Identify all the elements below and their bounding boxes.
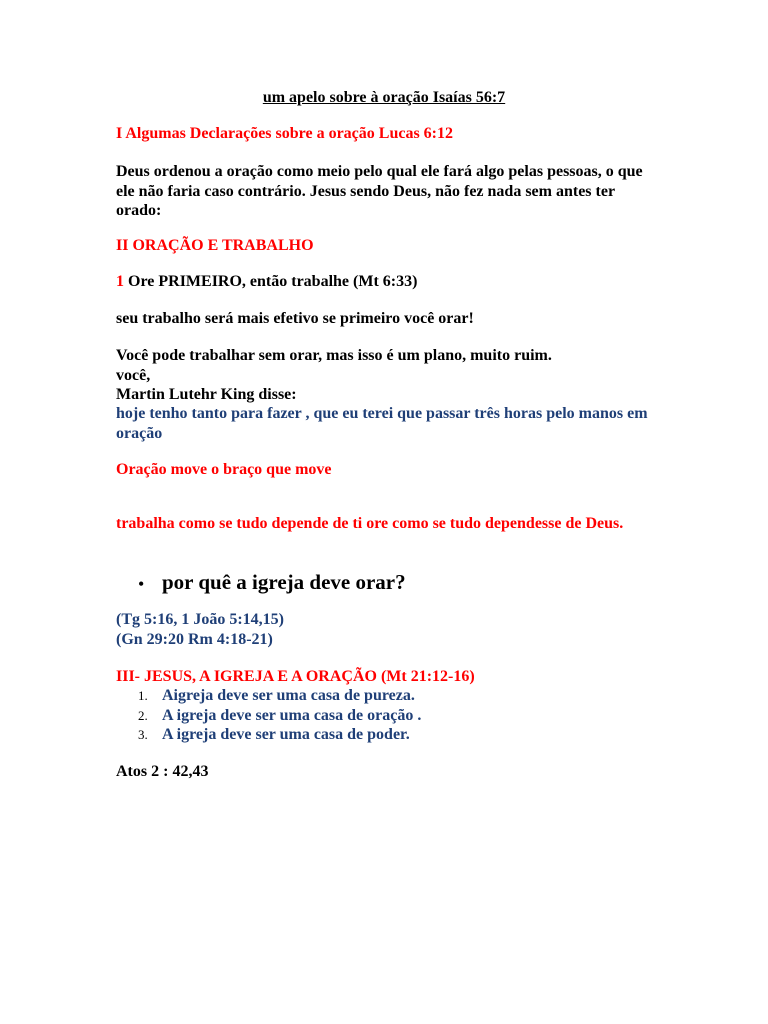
- bullet-question: por quê a igreja deve orar?: [162, 570, 406, 594]
- bullet-dot: •: [138, 574, 145, 594]
- list-item-text: Aigreja deve ser uma casa de pureza.: [162, 687, 415, 704]
- work-pray-line: trabalha como se tudo depende de ti ore como se tudo dependesse de Deus.: [116, 515, 624, 532]
- section3-heading: III- JESUS, A IGREJA E A ORAÇÃO (Mt 21:12-16): [116, 668, 475, 685]
- final-reference: Atos 2 : 42,43: [116, 763, 209, 780]
- list-item: [138, 706, 638, 726]
- list-item-number: 2.: [138, 708, 148, 723]
- list-item: [138, 725, 638, 745]
- list-item-text: A igreja deve ser uma casa de poder.: [162, 726, 410, 743]
- point1-text: Ore PRIMEIRO, então trabalhe (Mt 6:33): [124, 273, 418, 290]
- section1-paragraph: Deus ordenou a oração como meio pelo qual ele fará algo pelas pessoas, o que ele não faria caso contrário. Jesus sendo Deus, não fez nada sem antes ter orado:: [116, 163, 643, 219]
- list-item-number: 3.: [138, 727, 148, 742]
- section2-heading: II ORAÇÃO E TRABALHO: [116, 237, 314, 254]
- voce-line: você,: [116, 367, 151, 384]
- document-title: um apelo sobre à oração Isaías 56:7: [262, 89, 506, 106]
- point1-number: 1: [116, 273, 124, 290]
- reference-2: (Gn 29:20 Rm 4:18-21): [116, 631, 273, 648]
- mlk-quote: hoje tenho tanto para fazer , que eu terei que passar três horas pelo manos em oração: [116, 405, 648, 442]
- list-item-text: A igreja deve ser uma casa de oração .: [162, 707, 422, 724]
- reference-1: (Tg 5:16, 1 João 5:14,15): [116, 611, 284, 628]
- list-item-number: 1.: [138, 688, 148, 703]
- effective-line: seu trabalho será mais efetivo se primeiro você orar!: [116, 310, 474, 327]
- mlk-line: Martin Lutehr King disse:: [116, 386, 297, 403]
- work-line: Você pode trabalhar sem orar, mas isso é um plano, muito ruim.: [116, 347, 552, 364]
- point1-line: [116, 272, 656, 292]
- arm-line: Oração move o braço que move: [116, 461, 332, 478]
- section1-heading: I Algumas Declarações sobre a oração Lucas 6:12: [116, 125, 453, 142]
- list-item: [138, 686, 638, 706]
